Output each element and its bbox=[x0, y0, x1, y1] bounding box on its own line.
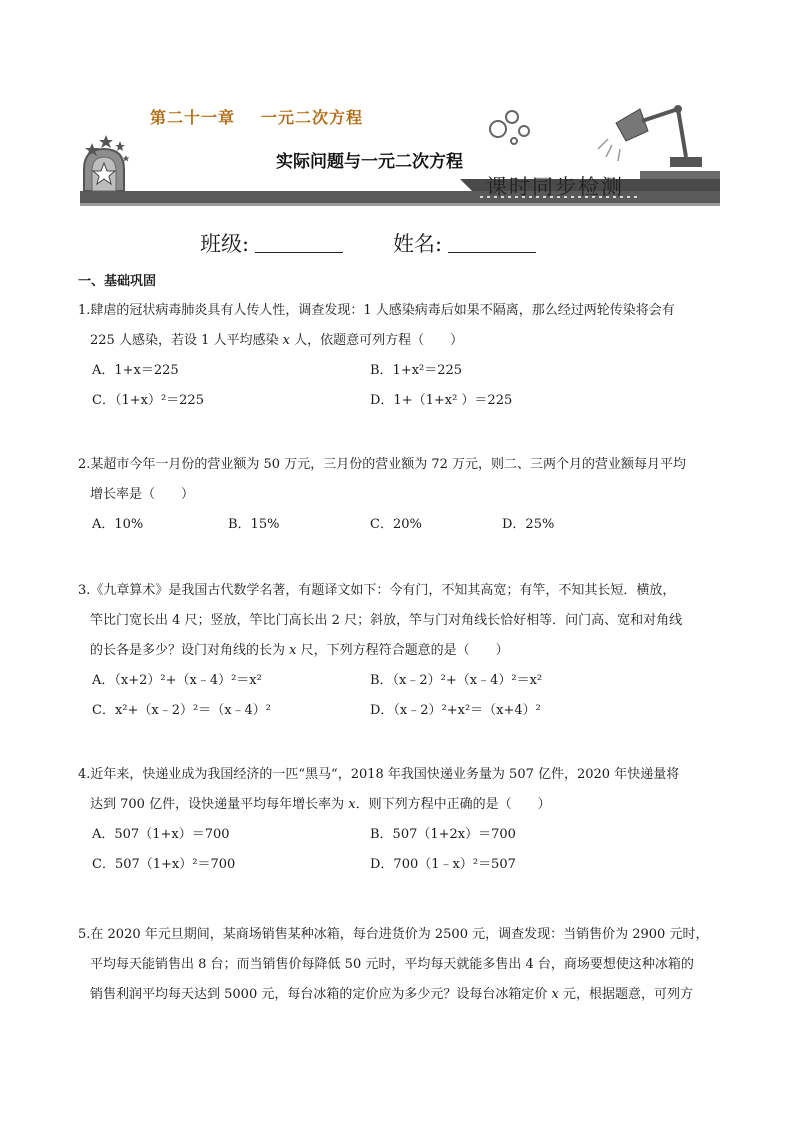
question-2-option-d[interactable]: D．25% bbox=[502, 517, 555, 532]
header-banner bbox=[80, 95, 720, 215]
question-3-stem-line-2: 竿比门宽长出 4 尺；竖放，竿比门高长出 2 尺；斜放，竿与门对角线长恰好相等．问门高、宽和对角线 bbox=[90, 613, 683, 628]
class-label: 班级: bbox=[200, 232, 250, 256]
question-5-stem-line-1: 5.在 2020 年元旦期间，某商场销售某种冰箱，每台进货价为 2500 元，调查发现：当销售价为 2900 元时， bbox=[78, 927, 709, 942]
question-4-option-a[interactable]: A．507（1+x）＝700 bbox=[92, 827, 230, 842]
section-title: 一、基础巩固 bbox=[78, 274, 157, 289]
series-title: 课时同步检测 bbox=[486, 175, 624, 199]
question-3 bbox=[78, 576, 728, 726]
banner-bottom-band bbox=[80, 191, 720, 203]
question-2-option-c[interactable]: C．20% bbox=[370, 517, 422, 532]
question-1-options-row-1 bbox=[78, 356, 728, 386]
question-1-option-c[interactable]: C．（1+x）²＝225 bbox=[92, 393, 204, 408]
question-4 bbox=[78, 760, 728, 880]
chapter-topic: 一元二次方程 bbox=[261, 108, 364, 127]
question-3-options-row-1 bbox=[78, 666, 728, 696]
banner-right-bar bbox=[640, 171, 720, 179]
question-1-option-d[interactable]: D．1+（1+x² ）＝225 bbox=[370, 393, 513, 408]
question-1-option-a[interactable]: A．1+x＝225 bbox=[92, 363, 179, 378]
question-2-stem-line-2: 增长率是（ ） bbox=[90, 487, 195, 502]
question-4-options-row-2 bbox=[78, 850, 728, 880]
banner-bottom-line bbox=[80, 203, 720, 206]
class-blank[interactable] bbox=[255, 232, 343, 253]
question-1-stem-line-2: 225 人感染，若设 1 人平均感染 x 人，依题意可列方程（ ） bbox=[90, 333, 464, 348]
question-5-stem-line-3: 销售利润平均每天达到 5000 元，每台冰箱的定价应为多少元？设每台冰箱定价 x 元，根据题意，可列方 bbox=[90, 987, 693, 1002]
question-3-stem-line-1: 3.《九章算术》是我国古代数学名著，有题译文如下：今有门，不知其高宽；有竿，不知其长短．横放， bbox=[78, 583, 676, 598]
question-3-option-d[interactable]: D．（x﹣2）²+x²＝（x+4）² bbox=[370, 703, 541, 718]
question-3-options-row-2 bbox=[78, 696, 728, 726]
question-4-option-b[interactable]: B．507（1+2x）＝700 bbox=[370, 827, 516, 842]
class-field bbox=[200, 228, 343, 258]
question-1-stem-line-1: 1.肆虐的冠状病毒肺炎具有人传人性，调查发现：1 人感染病毒后如果不隔离，那么经过两轮传染将会有 bbox=[78, 303, 675, 318]
question-2 bbox=[78, 450, 728, 540]
question-1 bbox=[78, 296, 728, 416]
question-2-option-b[interactable]: B．15% bbox=[228, 517, 280, 532]
question-4-options-row-1 bbox=[78, 820, 728, 850]
name-field bbox=[393, 228, 536, 258]
question-5 bbox=[78, 920, 728, 1010]
chapter-number: 第二十一章 bbox=[150, 108, 236, 127]
question-1-option-b[interactable]: B．1+x²＝225 bbox=[370, 363, 463, 378]
chapter-heading bbox=[150, 105, 363, 128]
question-4-option-d[interactable]: D．700（1﹣x）²＝507 bbox=[370, 857, 516, 872]
bubbles-icon bbox=[490, 111, 529, 144]
question-2-stem-line-1: 2.某超市今年一月份的营业额为 50 万元，三月份的营业额为 72 万元，则二、三两个月的营业额每月平均 bbox=[78, 457, 687, 472]
name-label: 姓名: bbox=[393, 232, 443, 256]
question-4-stem-line-1: 4.近年来，快递业成为我国经济的一匹“黑马“，2018 年我国快递业务量为 507 亿件，2020 年快递量将 bbox=[78, 767, 680, 782]
question-2-option-a[interactable]: A．10% bbox=[92, 517, 144, 532]
question-3-option-c[interactable]: C．x²+（x﹣2）²＝（x﹣4）² bbox=[92, 703, 272, 718]
question-3-option-b[interactable]: B．（x﹣2）²+（x﹣4）²＝x² bbox=[370, 673, 543, 688]
question-3-stem-line-3: 的长各是多少？设门对角线的长为 x 尺，下列方程符合题意的是（ ） bbox=[90, 643, 509, 658]
question-1-options-row-2 bbox=[78, 386, 728, 416]
name-blank[interactable] bbox=[448, 232, 536, 253]
question-5-stem-line-2: 平均每天能销售出 8 台；而当销售价每降低 50 元时，平均每天就能多售出 4 台，商场要想使这种冰箱的 bbox=[90, 957, 694, 972]
question-4-stem-line-2: 达到 700 亿件，设快递量平均每年增长率为 x．则下列方程中正确的是（ ） bbox=[90, 797, 551, 812]
question-3-option-a[interactable]: A．（x+2）²+（x﹣4）²＝x² bbox=[92, 673, 262, 688]
medal-badge-icon bbox=[84, 149, 124, 191]
desk-lamp-icon bbox=[598, 105, 702, 167]
lesson-title: 实际问题与一元二次方程 bbox=[276, 152, 463, 172]
question-2-options-row bbox=[78, 510, 728, 540]
question-4-option-c[interactable]: C．507（1+x）²＝700 bbox=[92, 857, 236, 872]
